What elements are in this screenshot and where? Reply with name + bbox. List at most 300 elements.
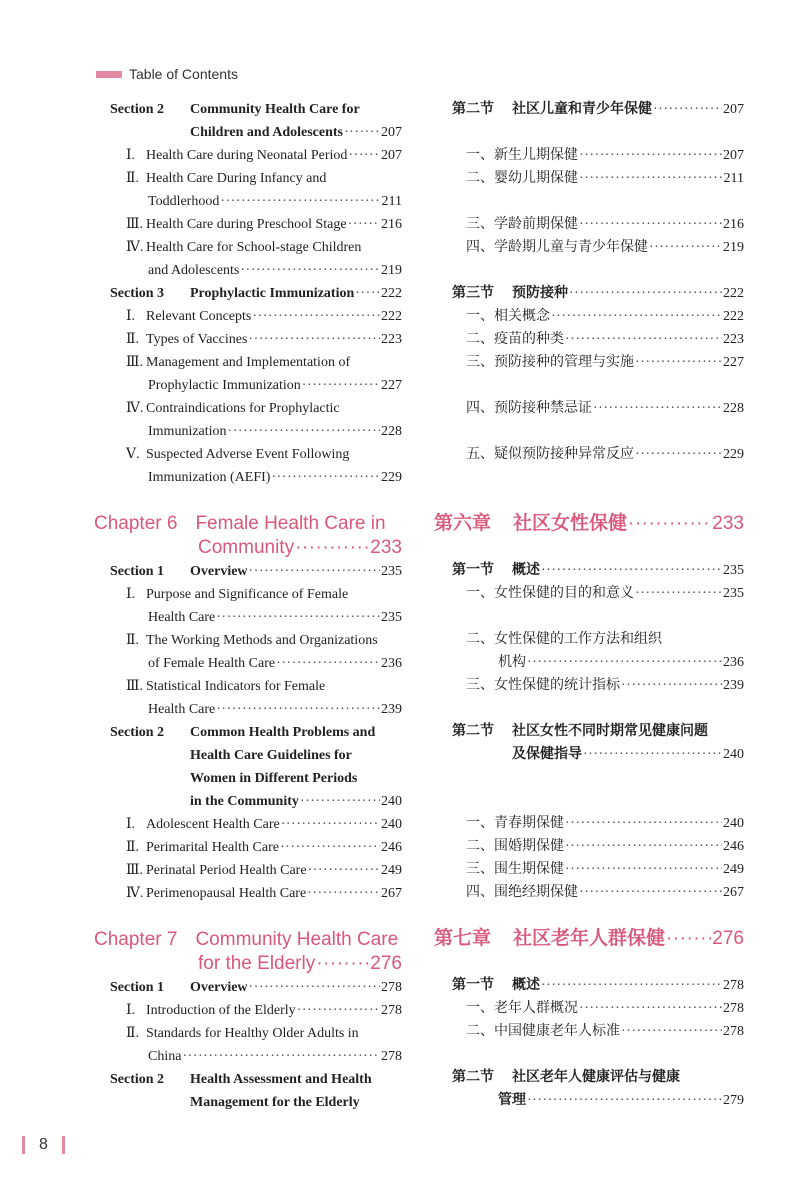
toc-entry [452, 974, 744, 997]
entry-title: 及保健指导 [512, 747, 582, 762]
page-ref: 223 [723, 332, 744, 347]
toc-entry [466, 144, 744, 167]
entry-title: 二、女性保健的工作方法和组织 [466, 632, 662, 647]
entry-title: Management for the Elderly [190, 1095, 360, 1110]
section-label: 第三节 [452, 286, 494, 301]
entry-title: 五、疑似预防接种异常反应 [466, 447, 634, 462]
entry-title: Perimarital Health Care [146, 840, 279, 855]
toc-entry [466, 858, 744, 881]
entry-title: 四、学龄期儿童与青少年保健 [466, 240, 648, 255]
entry-title: 四、围绝经期保健 [466, 885, 578, 900]
leader-dots [295, 536, 369, 560]
leader-dots [252, 305, 380, 328]
section-title: Overview [190, 980, 248, 995]
toc-entry [110, 560, 402, 583]
toc-entry [128, 1022, 402, 1045]
entry-title: of Female Health Care [148, 656, 276, 671]
section-title: 社区儿童和青少年保健 [512, 102, 652, 117]
page-ref: 239 [723, 678, 744, 693]
section-title: Community Health Care for [190, 102, 360, 117]
entry-title: Introduction of the Elderly [146, 1003, 296, 1018]
leader-dots [583, 743, 722, 766]
toc-entry [466, 881, 744, 904]
toc-entry [466, 213, 744, 236]
section-label: Section 2 [110, 102, 165, 117]
page-ref: 278 [381, 1003, 402, 1018]
entry-title: 三、学龄前期保健 [466, 217, 578, 232]
section-title: Common Health Problems and [190, 725, 376, 740]
page-ref: 278 [723, 1001, 744, 1016]
section-label: 第二节 [452, 724, 494, 739]
leader-dots [593, 397, 722, 420]
section-title: 预防接种 [512, 286, 568, 301]
entry-title: 一、青春期保健 [466, 816, 564, 831]
entry-title: Health Care during Neonatal Period [146, 148, 348, 163]
footer-bar-left [22, 1136, 25, 1154]
spacer [452, 466, 744, 489]
section-title: 概述 [512, 978, 540, 993]
spacer [452, 374, 744, 397]
page-ref: 216 [723, 217, 744, 232]
toc-entry [498, 1089, 744, 1112]
page-ref: 235 [381, 610, 402, 625]
toc-entry [148, 466, 402, 489]
page-ref: 223 [381, 332, 402, 347]
leader-dots [579, 144, 722, 167]
page-ref: 278 [381, 1049, 402, 1064]
entry-title: 一、新生儿期保健 [466, 148, 578, 163]
page-ref: 233 [712, 513, 744, 534]
entry-title: Health Care During Infancy and [146, 171, 327, 186]
leader-dots [271, 466, 380, 489]
page-ref: 211 [381, 194, 402, 209]
entry-title: Health Care [148, 702, 216, 717]
page-ref: 207 [723, 148, 744, 163]
section-title: Health Assessment and Health [190, 1072, 372, 1087]
entry-title: Purpose and Significance of Female [146, 587, 349, 602]
page-ref: 276 [712, 928, 744, 949]
entry-title: 机构 [498, 655, 526, 670]
toc-entry [452, 1066, 744, 1089]
section-label: Section 2 [110, 1072, 165, 1087]
toc-entry [94, 512, 402, 536]
section-title: Overview [190, 564, 248, 579]
spacer [452, 605, 744, 628]
chapter-title: for the Elderly [198, 953, 316, 974]
roman-numeral: Ⅳ. [126, 401, 144, 416]
leader-dots [541, 974, 722, 997]
toc-entry [466, 351, 744, 374]
leader-dots [281, 813, 380, 836]
spacer [452, 697, 744, 720]
page-ref: 279 [723, 1093, 744, 1108]
spacer [110, 489, 402, 512]
toc-entry [128, 675, 402, 698]
toc-entry [148, 259, 402, 282]
chapter-title: Community [198, 537, 295, 558]
roman-numeral: Ⅰ. [126, 309, 136, 324]
page-ref: 240 [381, 817, 402, 832]
toc-entry [452, 559, 744, 582]
section-label: 第一节 [452, 563, 494, 578]
section-title: 社区女性不同时期常见健康问题 [512, 724, 708, 739]
toc-entry [512, 743, 744, 766]
toc-entry [148, 190, 402, 213]
section-title: 社区老年人健康评估与健康 [512, 1070, 680, 1085]
toc-entry [128, 167, 402, 190]
leader-dots [308, 859, 380, 882]
leader-dots [182, 1045, 380, 1068]
toc-entry [466, 674, 744, 697]
toc-entry [190, 767, 402, 790]
page-ref: 227 [723, 355, 744, 370]
page-ref: 278 [381, 980, 402, 995]
page-ref: 246 [381, 840, 402, 855]
leader-dots [653, 98, 722, 121]
page-ref: 222 [723, 309, 744, 324]
entry-title: 管理 [498, 1093, 526, 1108]
toc-entry [190, 1091, 402, 1114]
toc-entry [452, 720, 744, 743]
page-ref: 246 [723, 839, 744, 854]
leader-dots [280, 836, 380, 859]
page-ref: 222 [381, 286, 402, 301]
roman-numeral: Ⅳ. [126, 886, 144, 901]
page-ref: 229 [723, 447, 744, 462]
leader-dots [527, 651, 722, 674]
toc-entry [452, 282, 744, 305]
entry-title: 三、预防接种的管理与实施 [466, 355, 634, 370]
entry-title: Types of Vaccines [146, 332, 248, 347]
page-ref: 235 [381, 564, 402, 579]
leader-dots [579, 997, 722, 1020]
leader-dots [569, 282, 722, 305]
toc-entry [434, 512, 744, 536]
section-title: 概述 [512, 563, 540, 578]
toc-entry [148, 652, 402, 675]
toc-entry [128, 999, 402, 1022]
spacer [452, 789, 744, 812]
page-ref: 222 [723, 286, 744, 301]
chapter-title: Community Health Care [195, 929, 399, 950]
chapter-title: Female Health Care in [195, 513, 386, 534]
toc-entry [128, 583, 402, 606]
entry-title: Perinatal Period Health Care [146, 863, 307, 878]
running-header [96, 64, 238, 84]
leader-dots [565, 812, 722, 835]
toc-entry [128, 882, 402, 905]
spacer [452, 259, 744, 282]
entry-title: Standards for Healthy Older Adults in [146, 1026, 359, 1041]
toc-column-english [94, 98, 402, 1114]
entry-title: Immunization [148, 424, 227, 439]
entry-title: 一、相关概念 [466, 309, 550, 324]
page-ref: 249 [723, 862, 744, 877]
toc-entry [466, 305, 744, 328]
entry-title: 二、围婚期保健 [466, 839, 564, 854]
roman-numeral: Ⅰ. [126, 1003, 136, 1018]
leader-dots [621, 674, 722, 697]
roman-numeral: Ⅱ. [126, 840, 140, 855]
spacer [452, 904, 744, 927]
toc-entry [190, 121, 402, 144]
page-ref: 228 [723, 401, 744, 416]
toc-entry [148, 606, 402, 629]
toc-entry [466, 328, 744, 351]
chapter-label: Chapter 6 [94, 513, 178, 534]
toc-entry [148, 1045, 402, 1068]
section-label: Section 1 [110, 564, 165, 579]
roman-numeral: Ⅰ. [126, 587, 136, 602]
page-ref: 219 [723, 240, 744, 255]
header-title: Table of Contents [129, 66, 238, 82]
leader-dots [300, 790, 380, 813]
page-ref: 229 [381, 470, 402, 485]
entry-title: Health Care during Preschool Stage [146, 217, 347, 232]
chapter-label: 第六章 [434, 513, 492, 534]
roman-numeral: Ⅱ. [126, 1026, 140, 1041]
spacer [452, 489, 744, 512]
page-ref: 216 [381, 217, 402, 232]
leader-dots [649, 236, 722, 259]
page-ref: 267 [723, 885, 744, 900]
leader-dots [635, 351, 722, 374]
toc-column-chinese [434, 98, 744, 1112]
toc-entry [110, 98, 402, 121]
spacer [452, 536, 744, 559]
leader-dots [249, 976, 380, 999]
entry-title: 一、老年人群概况 [466, 1001, 578, 1016]
entry-title: Women in Different Periods [190, 771, 358, 786]
page-ref: 278 [723, 978, 744, 993]
leader-dots [344, 121, 380, 144]
page-footer [22, 1136, 65, 1154]
page-ref: 207 [381, 148, 402, 163]
toc-entry [466, 1020, 744, 1043]
toc-entry [128, 351, 402, 374]
toc-entry [128, 629, 402, 652]
section-label: Section 1 [110, 980, 165, 995]
roman-numeral: Ⅲ. [126, 217, 144, 232]
section-label: 第一节 [452, 978, 494, 993]
leader-dots [579, 881, 722, 904]
roman-numeral: Ⅱ. [126, 332, 140, 347]
toc-entry [190, 790, 402, 813]
entry-title: 二、疫苗的种类 [466, 332, 564, 347]
leader-dots [220, 190, 380, 213]
page-ref: 278 [723, 1024, 744, 1039]
page-ref: 249 [381, 863, 402, 878]
toc-entry [466, 582, 744, 605]
page-ref: 276 [370, 953, 402, 974]
roman-numeral: Ⅲ. [126, 355, 144, 370]
leader-dots [666, 927, 711, 951]
entry-title: Health Care for School-stage Children [146, 240, 362, 255]
spacer [110, 905, 402, 928]
toc-entry [466, 167, 744, 190]
leader-dots [216, 698, 380, 721]
chapter-title: 社区老年人群保健 [513, 928, 666, 949]
entry-title: 二、婴幼儿期保健 [466, 171, 578, 186]
page-ref: 235 [723, 586, 744, 601]
roman-numeral: Ⅴ. [126, 447, 140, 462]
toc-entry [452, 98, 744, 121]
section-label: Section 3 [110, 286, 165, 301]
leader-dots [565, 328, 722, 351]
toc-entry [466, 236, 744, 259]
leader-dots [527, 1089, 722, 1112]
spacer [452, 420, 744, 443]
toc-entry [110, 721, 402, 744]
entry-title: Immunization (AEFI) [148, 470, 271, 485]
toc-entry [128, 305, 402, 328]
entry-title: Adolescent Health Care [146, 817, 280, 832]
toc-entry [148, 698, 402, 721]
entry-title: 三、女性保健的统计指标 [466, 678, 620, 693]
page-ref: 219 [381, 263, 402, 278]
toc-entry [128, 236, 402, 259]
chapter-label: 第七章 [434, 928, 492, 949]
toc-entry [466, 397, 744, 420]
entry-title: and Adolescents [148, 263, 240, 278]
toc-entry [466, 443, 744, 466]
leader-dots [635, 582, 722, 605]
page-number: 8 [39, 1136, 48, 1153]
page-ref: 227 [381, 378, 402, 393]
leader-dots [302, 374, 380, 397]
section-label: 第二节 [452, 102, 494, 117]
spacer [452, 766, 744, 789]
roman-numeral: Ⅳ. [126, 240, 144, 255]
entry-title: Prophylactic Immunization [148, 378, 301, 393]
leader-dots [355, 282, 380, 305]
entry-title: Children and Adolescents [190, 125, 343, 140]
entry-title: Suspected Adverse Event Following [146, 447, 350, 462]
leader-dots [565, 858, 722, 881]
spacer [452, 951, 744, 974]
toc-entry [466, 997, 744, 1020]
toc-entry [198, 952, 402, 976]
toc-entry [128, 859, 402, 882]
leader-dots [248, 328, 380, 351]
page-ref: 228 [381, 424, 402, 439]
leader-dots [228, 420, 380, 443]
toc-entry [148, 420, 402, 443]
leader-dots [579, 167, 723, 190]
roman-numeral: Ⅱ. [126, 171, 140, 186]
page-ref: 240 [723, 747, 744, 762]
page-ref: 211 [723, 171, 744, 186]
leader-dots [348, 144, 380, 167]
footer-bar-right [62, 1136, 65, 1154]
toc-entry [466, 812, 744, 835]
page-ref: 236 [381, 656, 402, 671]
leader-dots [621, 1020, 722, 1043]
chapter-label: Chapter 7 [94, 929, 178, 950]
spacer [452, 1043, 744, 1066]
leader-dots [565, 835, 722, 858]
toc-entry [110, 1068, 402, 1091]
entry-title: 一、女性保健的目的和意义 [466, 586, 634, 601]
entry-title: Relevant Concepts [146, 309, 252, 324]
entry-title: 二、中国健康老年人标准 [466, 1024, 620, 1039]
toc-entry [94, 928, 402, 952]
leader-dots [348, 213, 380, 236]
toc-entry [434, 927, 744, 951]
toc-entry [128, 213, 402, 236]
roman-numeral: Ⅲ. [126, 863, 144, 878]
toc-entry [128, 328, 402, 351]
page-ref: 207 [381, 125, 402, 140]
toc-entry [466, 628, 744, 651]
leader-dots [551, 305, 722, 328]
chapter-title: 社区女性保健 [513, 513, 628, 534]
page-ref: 233 [370, 537, 402, 558]
roman-numeral: Ⅰ. [126, 148, 136, 163]
entry-title: Contraindications for Prophylactic [146, 401, 340, 416]
roman-numeral: Ⅰ. [126, 817, 136, 832]
toc-entry [498, 651, 744, 674]
leader-dots [541, 559, 722, 582]
page-ref: 235 [723, 563, 744, 578]
toc-entry [128, 397, 402, 420]
page-ref: 239 [381, 702, 402, 717]
page-ref: 240 [723, 816, 744, 831]
toc-entry [466, 835, 744, 858]
toc-entry [110, 976, 402, 999]
toc-entry [110, 282, 402, 305]
leader-dots [216, 606, 380, 629]
toc-entry [128, 144, 402, 167]
spacer [452, 190, 744, 213]
entry-title: China [148, 1049, 182, 1064]
page-ref: 222 [381, 309, 402, 324]
page-ref: 236 [723, 655, 744, 670]
entry-title: Perimenopausal Health Care [146, 886, 307, 901]
entry-title: in the Community [190, 794, 299, 809]
entry-title: 四、预防接种禁忌证 [466, 401, 592, 416]
leader-dots [297, 999, 380, 1022]
leader-dots [240, 259, 380, 282]
leader-dots [628, 512, 711, 536]
leader-dots [249, 560, 380, 583]
section-label: Section 2 [110, 725, 165, 740]
toc-entry [128, 443, 402, 466]
header-accent-bar [96, 71, 122, 78]
roman-numeral: Ⅱ. [126, 633, 140, 648]
leader-dots [579, 213, 722, 236]
toc-entry [198, 536, 402, 560]
leader-dots [307, 882, 380, 905]
page-ref: 267 [381, 886, 402, 901]
roman-numeral: Ⅲ. [126, 679, 144, 694]
section-label: 第二节 [452, 1070, 494, 1085]
spacer [452, 121, 744, 144]
toc-entry [128, 813, 402, 836]
page-ref: 240 [381, 794, 402, 809]
entry-title: Health Care [148, 610, 216, 625]
leader-dots [276, 652, 380, 675]
entry-title: Toddlerhood [148, 194, 220, 209]
leader-dots [635, 443, 722, 466]
entry-title: The Working Methods and Organizations [146, 633, 378, 648]
entry-title: Health Care Guidelines for [190, 748, 352, 763]
entry-title: 三、围生期保健 [466, 862, 564, 877]
entry-title: Management and Implementation of [146, 355, 351, 370]
toc-entry [128, 836, 402, 859]
entry-title: Statistical Indicators for Female [146, 679, 326, 694]
leader-dots [316, 952, 369, 976]
